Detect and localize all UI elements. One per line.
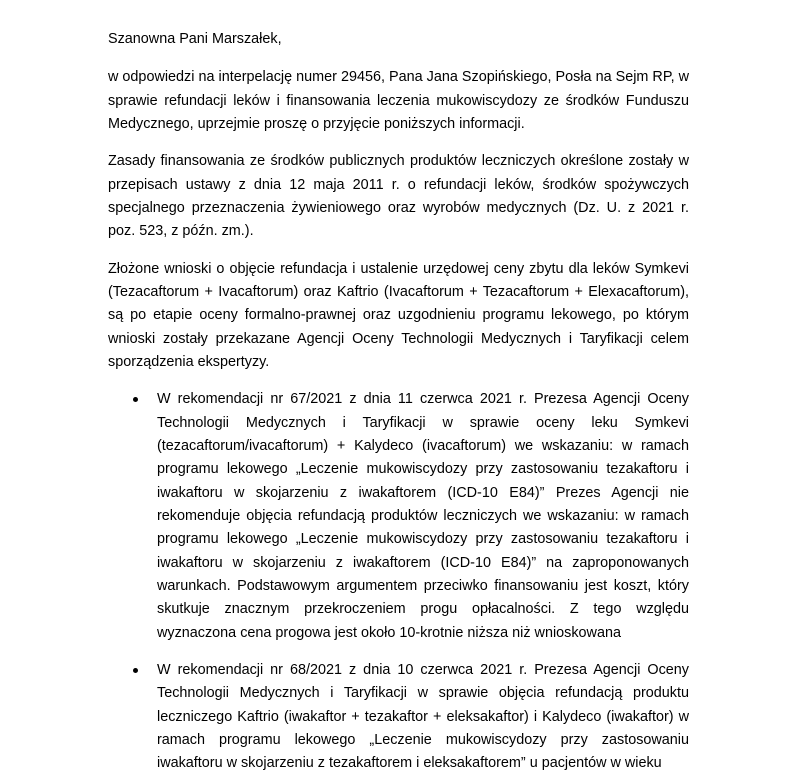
- paragraph-3: Złożone wnioski o objęcie refundacja i ustalenie urzędowej ceny zbytu dla leków Symkevi (Tezacaftorum + Ivacaftorum) oraz Kaftrio (Ivacaftorum + Tezacaftorum + Elexacaftorum), są po etapie oceny formalno-prawnej oraz uzgodnieniu programu lekowego, po którym wnioski zostały przekazane Agencji Oceny Technologii Medycznych i Taryfikacji celem sporządzenia ekspertyzy.: [108, 260, 689, 370]
- bullet-list: [108, 388, 689, 775]
- list-item: [108, 388, 689, 645]
- bullet-dot-icon: [133, 668, 138, 673]
- list-item: [108, 659, 689, 776]
- paragraph-1: w odpowiedzi na interpelację numer 29456, Pana Jana Szopińskiego, Posła na Sejm RP, w sprawie refundacji leków i finansowania leczenia mukowiscydozy ze środków Funduszu Medycznego, uprzejmie proszę o przyjęcie poniższych informacji.: [108, 69, 689, 132]
- list-item-text: W rekomendacji nr 67/2021 z dnia 11 czerwca 2021 r. Prezesa Agencji Oceny Technologii Medycznych i Taryfikacji w sprawie oceny leku Symkevi (tezacaftorum/ivacaftorum) + Kalydeco (ivacaftorum) we wskazaniu: w ramach programu lekowego „Leczenie mukowiscydozy przy zastosowaniu tezakaftoru i iwakaftoru w skojarzeniu z iwakaftorem (ICD-10 E84)” Prezes Agencji nie rekomenduje objęcia refundacją produktów leczniczych we wskazaniu: w ramach programu lekowego „Leczenie mukowiscydozy przy zastosowaniu tezakaftoru i iwakaftoru w skojarzeniu z iwakaftorem (ICD-10 E84)” na zaproponowanych warunkach. Podstawowym argumentem przeciwko finansowaniu jest koszt, który skutkuje znacznym przekroczeniem progu opłacalności. Z tego względu wyznaczona cena progowa jest około 10-krotnie niższa niż wnioskowana: [157, 391, 689, 641]
- paragraph-2: Zasady finansowania ze środków publicznych produktów leczniczych określone zostały w przepisach ustawy z dnia 12 maja 2011 r. o refundacji leków, środków spożywczych specjalnego przeznaczenia żywieniowego oraz wyrobów medycznych (Dz. U. z 2021 r. poz. 523, z późn. zm.).: [108, 153, 689, 240]
- bullet-dot-icon: [133, 397, 138, 402]
- list-item-text: W rekomendacji nr 68/2021 z dnia 10 czerwca 2021 r. Prezesa Agencji Oceny Technologii Medycznych i Taryfikacji w sprawie objęcia refundacją produktu leczniczego Kaftrio (iwakaftor + tezakaftor + eleksakaftor) i Kalydeco (iwakaftor) w ramach programu lekowego „Leczenie mukowiscydozy przy zastosowaniu iwakaftoru w skojarzeniu z tezakaftorem i eleksakaftorem” u pacjentów w wieku: [157, 661, 689, 772]
- salutation: Szanowna Pani Marszałek,: [108, 31, 282, 47]
